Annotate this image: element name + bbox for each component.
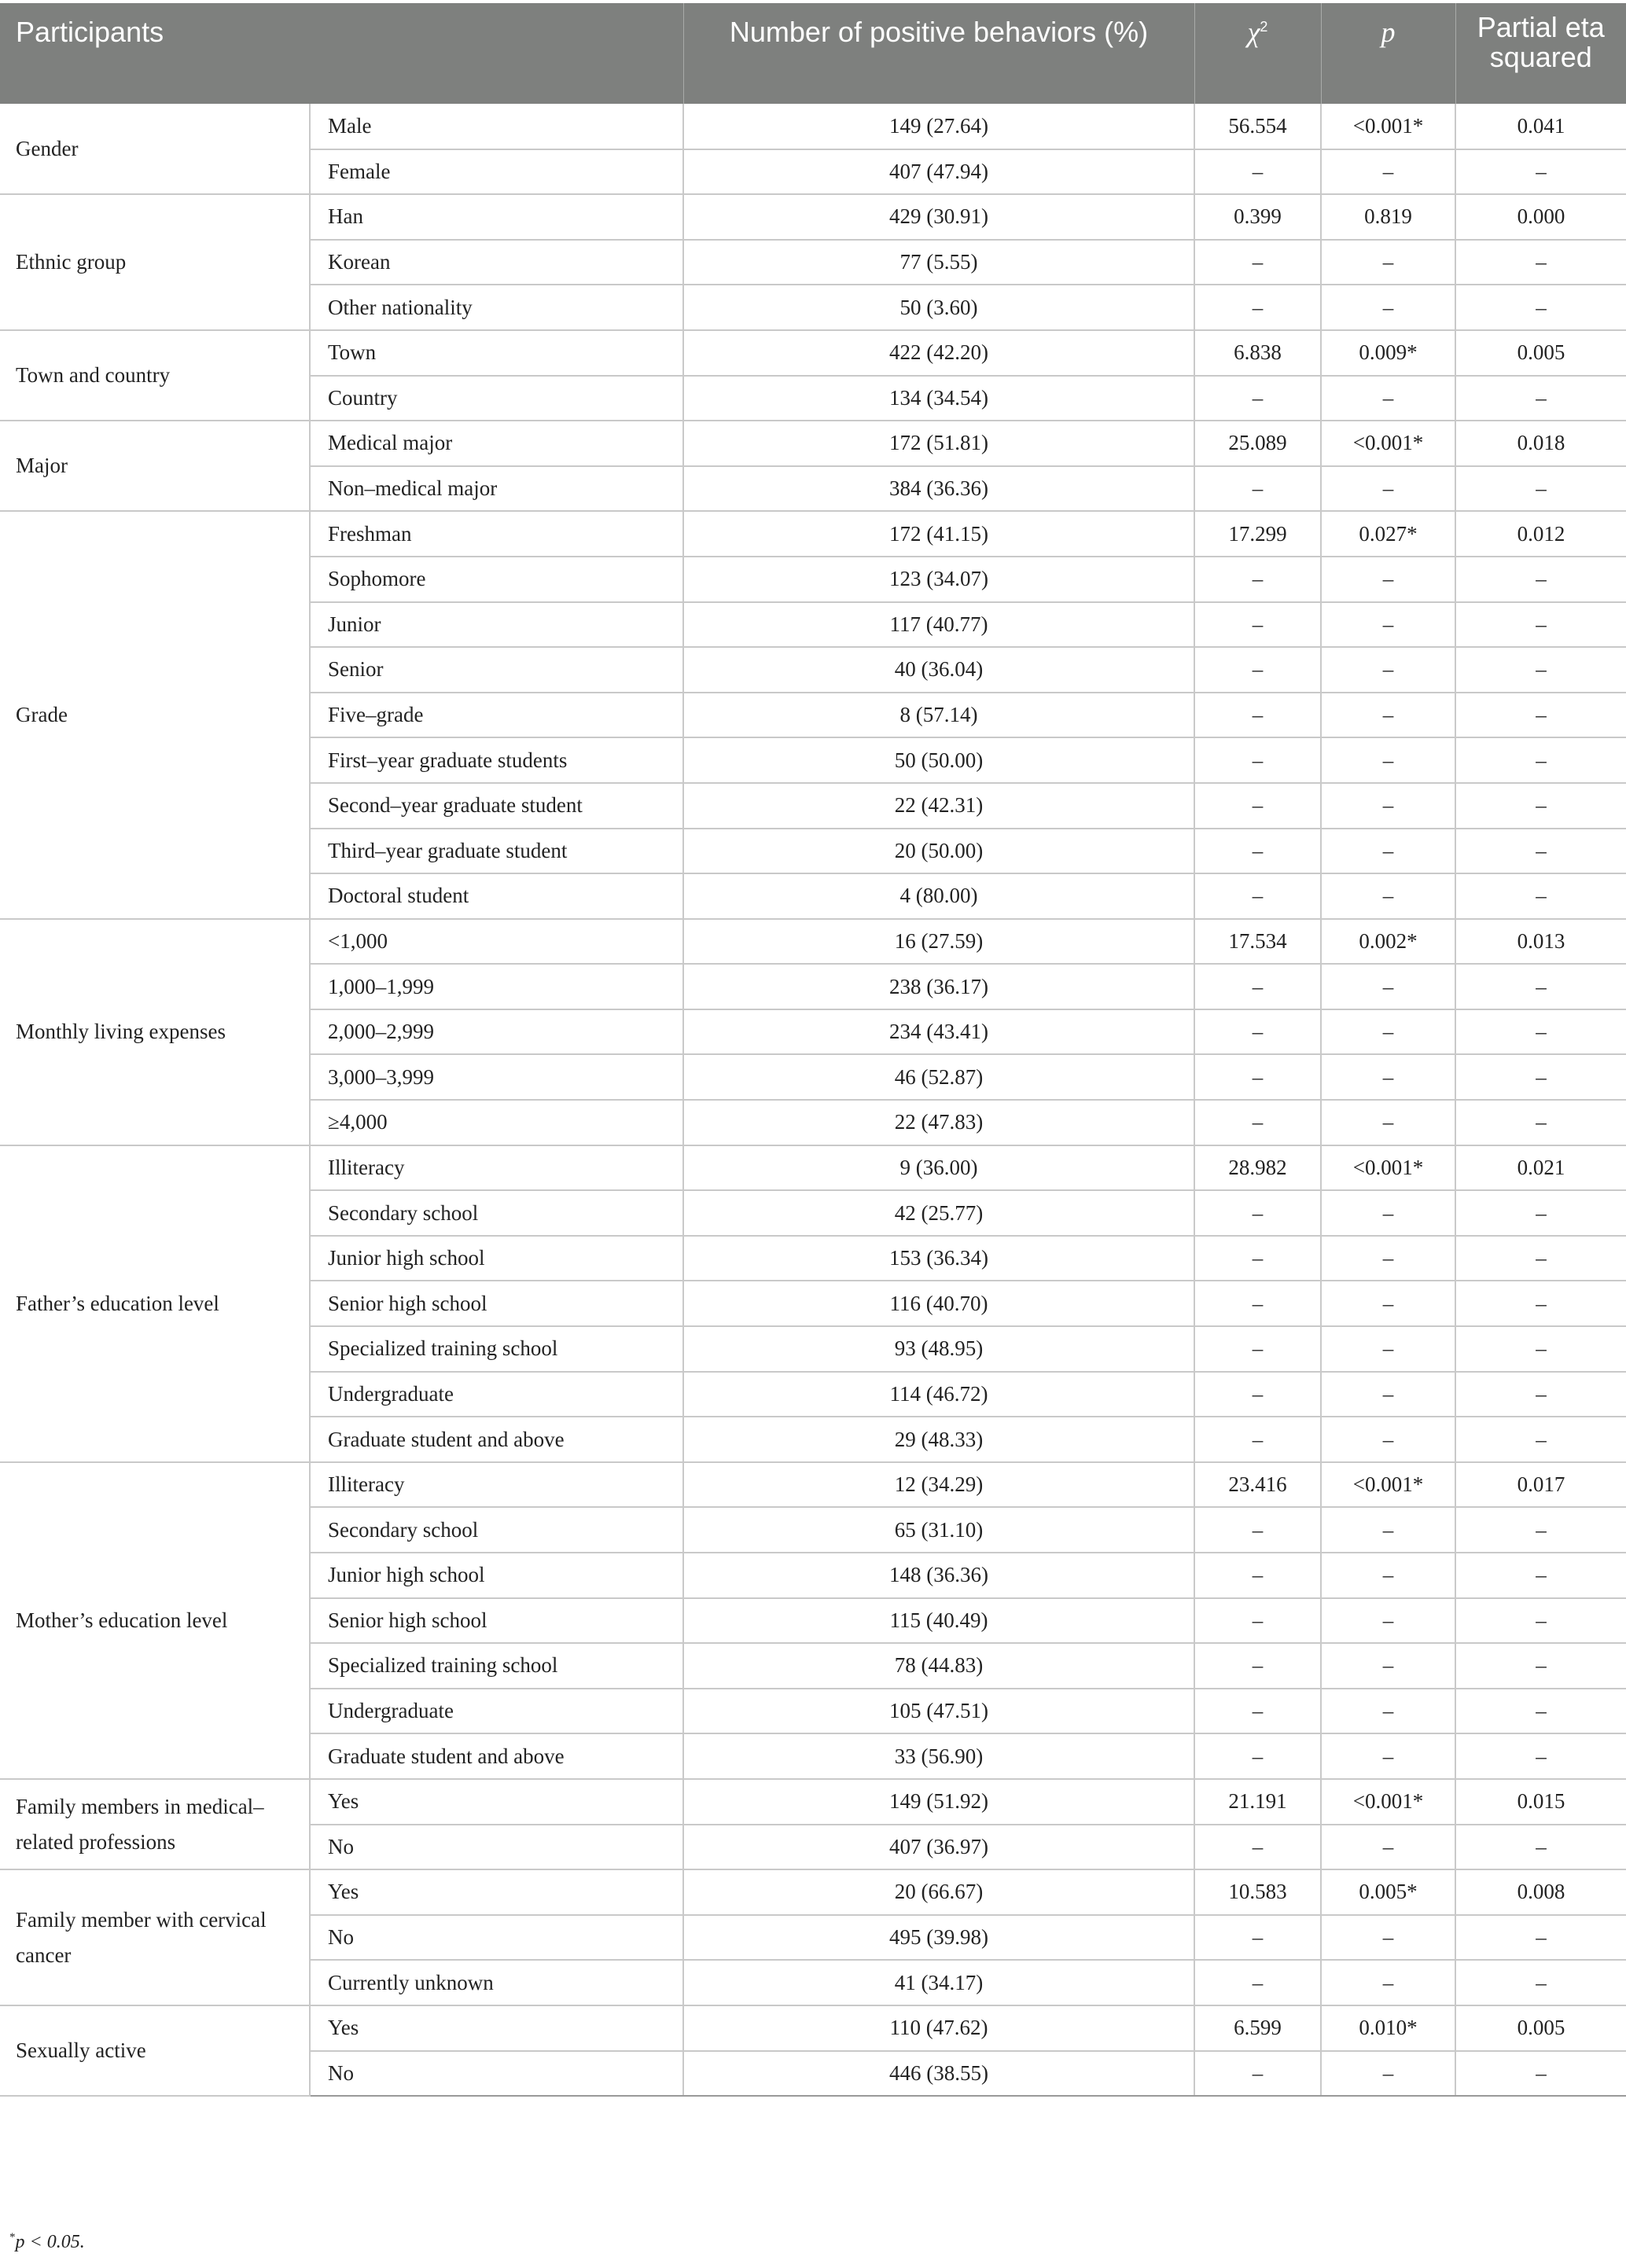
partial-eta-cell: 0.005 — [1455, 2005, 1626, 2051]
chi-superscript: 2 — [1260, 19, 1268, 35]
table-row — [0, 2005, 1626, 2051]
positive-count-cell: 33 (56.90) — [683, 1733, 1194, 1779]
partial-eta-cell: – — [1455, 1643, 1626, 1689]
group-label: Ethnic group — [0, 194, 310, 330]
group-label: Grade — [0, 511, 310, 918]
positive-count-cell: 50 (50.00) — [683, 737, 1194, 783]
positive-count-cell: 77 (5.55) — [683, 240, 1194, 285]
p-value-cell: <0.001* — [1321, 421, 1455, 466]
partial-eta-cell: – — [1455, 693, 1626, 738]
p-value-cell: – — [1321, 647, 1455, 693]
positive-count-cell: 29 (48.33) — [683, 1417, 1194, 1462]
p-value-cell: 0.002* — [1321, 919, 1455, 965]
table-row — [0, 104, 1626, 149]
positive-count-cell: 117 (40.77) — [683, 602, 1194, 648]
positive-count-cell: 22 (47.83) — [683, 1100, 1194, 1145]
chi-square-cell: – — [1194, 1190, 1321, 1236]
partial-eta-cell: 0.018 — [1455, 421, 1626, 466]
level-cell: 3,000–3,999 — [310, 1054, 683, 1100]
chi-square-cell: – — [1194, 829, 1321, 874]
group-label: Town and country — [0, 330, 310, 421]
level-cell: No — [310, 1825, 683, 1870]
header-partial-eta: Partial eta squared — [1455, 3, 1626, 104]
partial-eta-cell: – — [1455, 1190, 1626, 1236]
level-cell: Yes — [310, 1779, 683, 1825]
level-cell: Five–grade — [310, 693, 683, 738]
table-header — [0, 3, 1626, 104]
p-value-cell: – — [1321, 602, 1455, 648]
positive-count-cell: 153 (36.34) — [683, 1236, 1194, 1281]
positive-count-cell: 149 (27.64) — [683, 104, 1194, 149]
level-cell: Illiteracy — [310, 1462, 683, 1508]
chi-square-cell: – — [1194, 1643, 1321, 1689]
group-label: Mother’s education level — [0, 1462, 310, 1779]
level-cell: Yes — [310, 2005, 683, 2051]
level-cell: Undergraduate — [310, 1689, 683, 1734]
partial-eta-cell: – — [1455, 1598, 1626, 1644]
table-row — [0, 421, 1626, 466]
table-row — [0, 1779, 1626, 1825]
partial-eta-cell: – — [1455, 1960, 1626, 2005]
level-cell: ≥4,000 — [310, 1100, 683, 1145]
positive-count-cell: 134 (34.54) — [683, 376, 1194, 421]
positive-count-cell: 114 (46.72) — [683, 1372, 1194, 1417]
chi-square-cell: – — [1194, 1825, 1321, 1870]
partial-eta-cell: – — [1455, 1733, 1626, 1779]
chi-square-cell: 17.299 — [1194, 511, 1321, 557]
level-cell: Senior — [310, 647, 683, 693]
level-cell: Other nationality — [310, 285, 683, 330]
p-value-cell: – — [1321, 1733, 1455, 1779]
level-cell: Freshman — [310, 511, 683, 557]
group-label: Monthly living expenses — [0, 919, 310, 1145]
header-participants: Participants — [0, 3, 683, 104]
group-label: Family members in medical–related professions — [0, 1779, 310, 1869]
chi-square-cell: – — [1194, 1507, 1321, 1553]
level-cell: Doctoral student — [310, 873, 683, 919]
level-cell: 2,000–2,999 — [310, 1009, 683, 1055]
positive-count-cell: 46 (52.87) — [683, 1054, 1194, 1100]
positive-count-cell: 40 (36.04) — [683, 647, 1194, 693]
p-value-cell: – — [1321, 1326, 1455, 1372]
p-value-cell: – — [1321, 149, 1455, 195]
chi-square-cell: – — [1194, 602, 1321, 648]
partial-eta-cell: – — [1455, 783, 1626, 829]
level-cell: Graduate student and above — [310, 1417, 683, 1462]
chi-square-cell: – — [1194, 1100, 1321, 1145]
table-row — [0, 1869, 1626, 1915]
chi-square-cell: – — [1194, 466, 1321, 512]
header-p-value — [1321, 3, 1455, 104]
footnote — [9, 2231, 85, 2253]
level-cell: Korean — [310, 240, 683, 285]
level-cell: Sophomore — [310, 557, 683, 602]
level-cell: <1,000 — [310, 919, 683, 965]
p-symbol: p — [1381, 17, 1396, 48]
partial-eta-cell: 0.005 — [1455, 330, 1626, 376]
p-value-cell: – — [1321, 1236, 1455, 1281]
chi-square-cell: – — [1194, 737, 1321, 783]
partial-eta-cell: – — [1455, 647, 1626, 693]
partial-eta-cell: 0.017 — [1455, 1462, 1626, 1508]
level-cell: Specialized training school — [310, 1643, 683, 1689]
p-value-cell: <0.001* — [1321, 104, 1455, 149]
partial-eta-cell: 0.000 — [1455, 194, 1626, 240]
level-cell: Secondary school — [310, 1507, 683, 1553]
partial-eta-cell: – — [1455, 376, 1626, 421]
chi-square-cell: 6.838 — [1194, 330, 1321, 376]
p-value-cell: – — [1321, 1960, 1455, 2005]
chi-square-cell: – — [1194, 1960, 1321, 2005]
chi-square-cell: – — [1194, 783, 1321, 829]
table-row — [0, 1462, 1626, 1508]
positive-count-cell: 78 (44.83) — [683, 1643, 1194, 1689]
table-body — [0, 104, 1626, 2096]
partial-eta-cell: 0.013 — [1455, 919, 1626, 965]
partial-eta-cell: – — [1455, 149, 1626, 195]
group-label: Father’s education level — [0, 1145, 310, 1462]
level-cell: Yes — [310, 1869, 683, 1915]
partial-eta-cell: 0.008 — [1455, 1869, 1626, 1915]
table-row — [0, 330, 1626, 376]
p-value-cell: – — [1321, 1100, 1455, 1145]
chi-square-cell: – — [1194, 1054, 1321, 1100]
partial-eta-cell: – — [1455, 1326, 1626, 1372]
p-value-cell: – — [1321, 1598, 1455, 1644]
chi-square-cell: 23.416 — [1194, 1462, 1321, 1508]
p-value-cell: – — [1321, 557, 1455, 602]
p-value-cell: – — [1321, 1553, 1455, 1598]
chi-square-cell: 21.191 — [1194, 1779, 1321, 1825]
partial-eta-cell: 0.021 — [1455, 1145, 1626, 1191]
positive-count-cell: 123 (34.07) — [683, 557, 1194, 602]
positive-count-cell: 20 (50.00) — [683, 829, 1194, 874]
positive-count-cell: 429 (30.91) — [683, 194, 1194, 240]
partial-eta-cell: – — [1455, 1372, 1626, 1417]
chi-square-cell: 25.089 — [1194, 421, 1321, 466]
partial-eta-cell: – — [1455, 240, 1626, 285]
positive-count-cell: 116 (40.70) — [683, 1281, 1194, 1326]
p-value-cell: <0.001* — [1321, 1462, 1455, 1508]
level-cell: Third–year graduate student — [310, 829, 683, 874]
level-cell: Female — [310, 149, 683, 195]
partial-eta-cell: – — [1455, 602, 1626, 648]
chi-square-cell: 17.534 — [1194, 919, 1321, 965]
p-value-cell: – — [1321, 1054, 1455, 1100]
p-value-cell: – — [1321, 964, 1455, 1009]
partial-eta-cell: – — [1455, 1915, 1626, 1961]
partial-eta-cell: – — [1455, 1236, 1626, 1281]
positive-count-cell: 41 (34.17) — [683, 1960, 1194, 2005]
level-cell: Town — [310, 330, 683, 376]
positive-count-cell: 384 (36.36) — [683, 466, 1194, 512]
p-value-cell: – — [1321, 1689, 1455, 1734]
p-value-cell: 0.010* — [1321, 2005, 1455, 2051]
p-value-cell: – — [1321, 1417, 1455, 1462]
chi-square-cell: – — [1194, 1326, 1321, 1372]
positive-count-cell: 9 (36.00) — [683, 1145, 1194, 1191]
p-value-cell: – — [1321, 1009, 1455, 1055]
p-value-cell: – — [1321, 1643, 1455, 1689]
positive-count-cell: 16 (27.59) — [683, 919, 1194, 965]
positive-count-cell: 93 (48.95) — [683, 1326, 1194, 1372]
positive-count-cell: 42 (25.77) — [683, 1190, 1194, 1236]
partial-eta-cell: – — [1455, 1507, 1626, 1553]
positive-count-cell: 20 (66.67) — [683, 1869, 1194, 1915]
chi-square-cell: 0.399 — [1194, 194, 1321, 240]
partial-eta-cell: – — [1455, 1689, 1626, 1734]
table-row — [0, 194, 1626, 240]
partial-eta-cell: – — [1455, 1417, 1626, 1462]
level-cell: Junior high school — [310, 1236, 683, 1281]
chi-square-cell: – — [1194, 376, 1321, 421]
p-value-cell: – — [1321, 1915, 1455, 1961]
chi-square-cell: – — [1194, 1236, 1321, 1281]
p-value-cell: – — [1321, 1190, 1455, 1236]
level-cell: Male — [310, 104, 683, 149]
level-cell: Second–year graduate student — [310, 783, 683, 829]
p-value-cell: – — [1321, 1507, 1455, 1553]
level-cell: Senior high school — [310, 1281, 683, 1326]
chi-square-cell: – — [1194, 1915, 1321, 1961]
p-value-cell: – — [1321, 240, 1455, 285]
level-cell: Specialized training school — [310, 1326, 683, 1372]
positive-count-cell: 407 (36.97) — [683, 1825, 1194, 1870]
p-value-cell: – — [1321, 737, 1455, 783]
group-label: Family member with cervical cancer — [0, 1869, 310, 2005]
p-value-cell: – — [1321, 873, 1455, 919]
level-cell: Junior high school — [310, 1553, 683, 1598]
chi-square-cell: – — [1194, 1281, 1321, 1326]
positive-count-cell: 50 (3.60) — [683, 285, 1194, 330]
positive-count-cell: 172 (41.15) — [683, 511, 1194, 557]
partial-eta-cell: – — [1455, 1825, 1626, 1870]
partial-eta-cell: – — [1455, 285, 1626, 330]
positive-count-cell: 4 (80.00) — [683, 873, 1194, 919]
positive-count-cell: 105 (47.51) — [683, 1689, 1194, 1734]
p-value-cell: – — [1321, 376, 1455, 421]
level-cell: Non–medical major — [310, 466, 683, 512]
chi-square-cell: – — [1194, 1009, 1321, 1055]
level-cell: No — [310, 2051, 683, 2097]
level-cell: Undergraduate — [310, 1372, 683, 1417]
positive-count-cell: 115 (40.49) — [683, 1598, 1194, 1644]
group-label: Gender — [0, 104, 310, 194]
p-value-cell: – — [1321, 285, 1455, 330]
chi-square-cell: – — [1194, 1689, 1321, 1734]
chi-square-cell: – — [1194, 285, 1321, 330]
p-value-cell: – — [1321, 1281, 1455, 1326]
footnote-text: p < 0.05. — [15, 2232, 85, 2252]
chi-square-cell: – — [1194, 964, 1321, 1009]
positive-count-cell: 12 (34.29) — [683, 1462, 1194, 1508]
p-value-cell: 0.027* — [1321, 511, 1455, 557]
chi-square-cell: – — [1194, 1553, 1321, 1598]
group-label: Major — [0, 421, 310, 511]
p-value-cell: – — [1321, 829, 1455, 874]
partial-eta-cell: – — [1455, 737, 1626, 783]
p-value-cell: – — [1321, 783, 1455, 829]
p-value-cell: 0.005* — [1321, 1869, 1455, 1915]
chi-square-cell: – — [1194, 693, 1321, 738]
positive-count-cell: 446 (38.55) — [683, 2051, 1194, 2097]
positive-count-cell: 238 (36.17) — [683, 964, 1194, 1009]
results-table — [0, 3, 1626, 2097]
level-cell: Currently unknown — [310, 1960, 683, 2005]
positive-count-cell: 495 (39.98) — [683, 1915, 1194, 1961]
chi-square-cell: 28.982 — [1194, 1145, 1321, 1191]
chi-square-cell: – — [1194, 240, 1321, 285]
positive-count-cell: 110 (47.62) — [683, 2005, 1194, 2051]
chi-square-cell: – — [1194, 557, 1321, 602]
partial-eta-cell: – — [1455, 557, 1626, 602]
p-value-cell: 0.819 — [1321, 194, 1455, 240]
partial-eta-cell: – — [1455, 829, 1626, 874]
partial-eta-cell: – — [1455, 1100, 1626, 1145]
positive-count-cell: 22 (42.31) — [683, 783, 1194, 829]
partial-eta-cell: – — [1455, 1281, 1626, 1326]
chi-square-cell: – — [1194, 873, 1321, 919]
positive-count-cell: 234 (43.41) — [683, 1009, 1194, 1055]
positive-count-cell: 65 (31.10) — [683, 1507, 1194, 1553]
p-value-cell: – — [1321, 2051, 1455, 2097]
partial-eta-cell: – — [1455, 964, 1626, 1009]
chi-square-cell: – — [1194, 1372, 1321, 1417]
level-cell: Han — [310, 194, 683, 240]
level-cell: 1,000–1,999 — [310, 964, 683, 1009]
chi-square-cell: 6.599 — [1194, 2005, 1321, 2051]
level-cell: No — [310, 1915, 683, 1961]
p-value-cell: <0.001* — [1321, 1779, 1455, 1825]
positive-count-cell: 407 (47.94) — [683, 149, 1194, 195]
partial-eta-cell: – — [1455, 1009, 1626, 1055]
level-cell: Country — [310, 376, 683, 421]
level-cell: Illiteracy — [310, 1145, 683, 1191]
chi-square-cell: – — [1194, 1598, 1321, 1644]
partial-eta-cell: 0.041 — [1455, 104, 1626, 149]
p-value-cell: <0.001* — [1321, 1145, 1455, 1191]
header-chi-square — [1194, 3, 1321, 104]
p-value-cell: – — [1321, 1372, 1455, 1417]
chi-square-cell: – — [1194, 1733, 1321, 1779]
chi-square-cell: – — [1194, 647, 1321, 693]
partial-eta-cell: – — [1455, 1054, 1626, 1100]
positive-count-cell: 148 (36.36) — [683, 1553, 1194, 1598]
level-cell: Junior — [310, 602, 683, 648]
chi-square-cell: – — [1194, 149, 1321, 195]
partial-eta-cell: 0.012 — [1455, 511, 1626, 557]
level-cell: Medical major — [310, 421, 683, 466]
chi-square-cell: 56.554 — [1194, 104, 1321, 149]
level-cell: Senior high school — [310, 1598, 683, 1644]
level-cell: Graduate student and above — [310, 1733, 683, 1779]
p-value-cell: 0.009* — [1321, 330, 1455, 376]
chi-square-cell: – — [1194, 2051, 1321, 2097]
footnote-mark: * — [9, 2231, 16, 2244]
positive-count-cell: 172 (51.81) — [683, 421, 1194, 466]
positive-count-cell: 422 (42.20) — [683, 330, 1194, 376]
p-value-cell: – — [1321, 1825, 1455, 1870]
table-row — [0, 1145, 1626, 1191]
table-row — [0, 919, 1626, 965]
table-row — [0, 511, 1626, 557]
level-cell: Secondary school — [310, 1190, 683, 1236]
p-value-cell: – — [1321, 466, 1455, 512]
chi-square-cell: – — [1194, 1417, 1321, 1462]
chi-symbol: χ — [1247, 17, 1260, 48]
positive-count-cell: 8 (57.14) — [683, 693, 1194, 738]
p-value-cell: – — [1321, 693, 1455, 738]
partial-eta-cell: – — [1455, 2051, 1626, 2097]
chi-square-cell: 10.583 — [1194, 1869, 1321, 1915]
group-label: Sexually active — [0, 2005, 310, 2096]
partial-eta-cell: – — [1455, 466, 1626, 512]
partial-eta-cell: 0.015 — [1455, 1779, 1626, 1825]
partial-eta-cell: – — [1455, 1553, 1626, 1598]
positive-count-cell: 149 (51.92) — [683, 1779, 1194, 1825]
level-cell: First–year graduate students — [310, 737, 683, 783]
header-positive-behaviors: Number of positive behaviors (%) — [683, 3, 1194, 104]
partial-eta-cell: – — [1455, 873, 1626, 919]
